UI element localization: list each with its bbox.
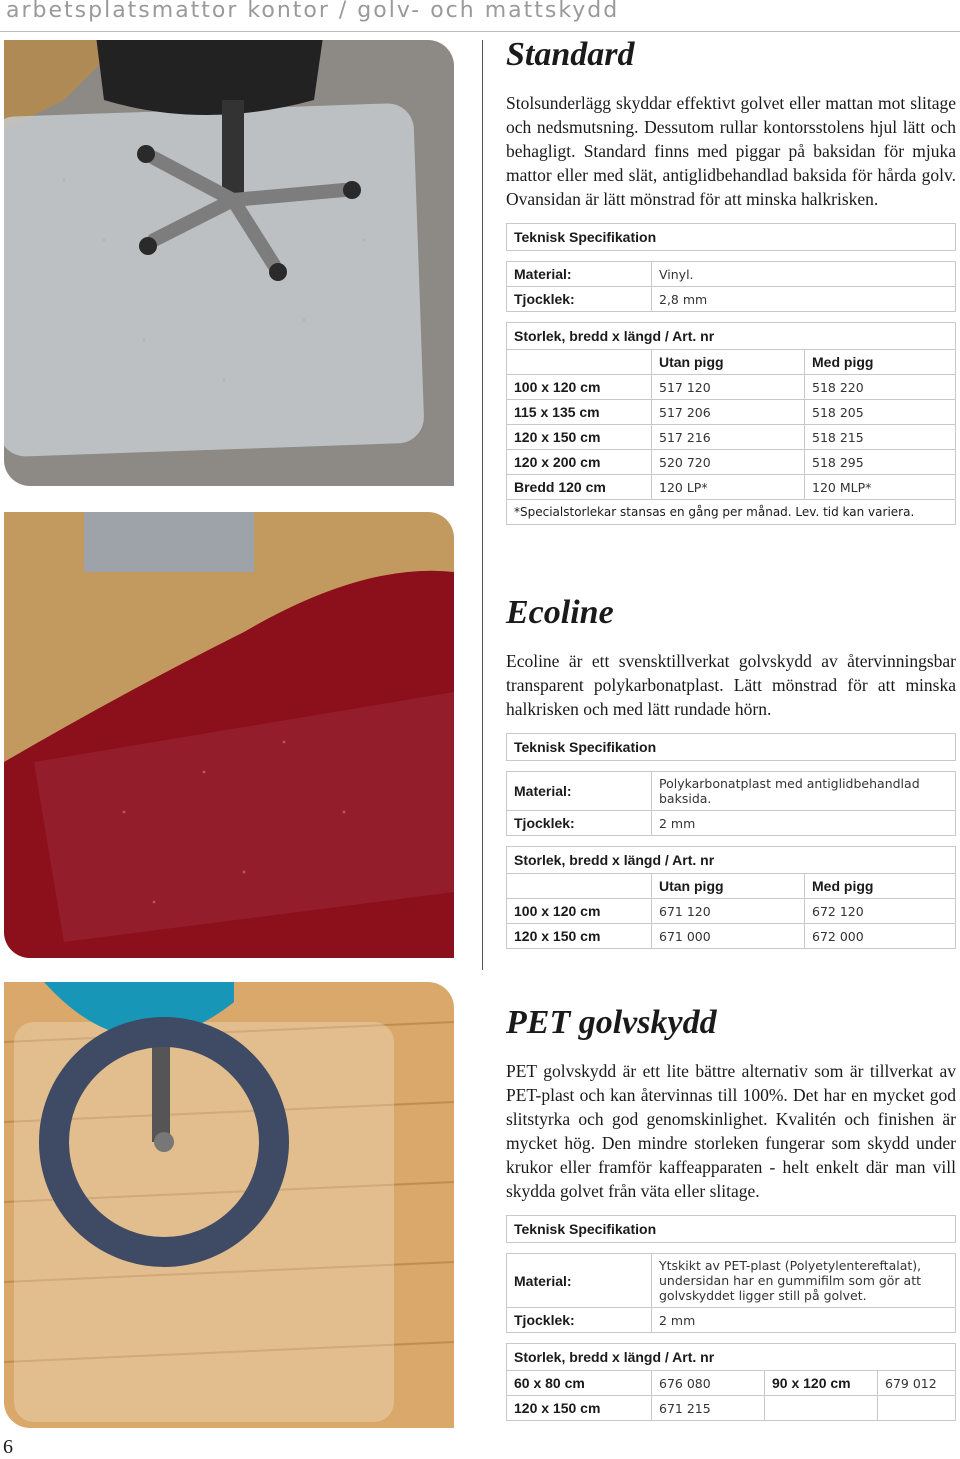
section-standard xyxy=(506,36,956,525)
table-row: 120 x 150 cm 671 215 xyxy=(507,1396,956,1421)
material-value: Ytskikt av PET-plast (Polyetylentereftalat), undersidan har en gummifilm som gör att golvskyddet ligger still på golvet. xyxy=(652,1254,956,1308)
material-label: Material: xyxy=(507,772,652,811)
standard-title: Standard xyxy=(506,36,635,73)
thickness-label: Tjocklek: xyxy=(507,287,652,312)
size-heading: Storlek, bredd x längd / Art. nr xyxy=(507,1344,956,1371)
table-row: 120 x 150 cm 517 216 518 215 xyxy=(507,425,956,450)
pet-spec-table xyxy=(506,1215,956,1421)
col-with-spikes: Med pigg xyxy=(805,350,956,375)
spec-heading: Teknisk Specifikation xyxy=(507,734,956,761)
table-row: 100 x 120 cm 671 120 672 120 xyxy=(507,899,956,924)
col-without-spikes: Utan pigg xyxy=(652,874,805,899)
spec-heading: Teknisk Specifikation xyxy=(507,224,956,251)
standard-mat-photo xyxy=(4,40,454,486)
pet-mat-photo xyxy=(4,982,454,1428)
header-rule xyxy=(0,31,960,32)
ecoline-spec-table xyxy=(506,733,956,949)
section-ecoline xyxy=(506,594,956,949)
spec-heading: Teknisk Specifikation xyxy=(507,1216,956,1243)
table-row: Bredd 120 cm 120 LP* 120 MLP* xyxy=(507,475,956,500)
standard-spec-table xyxy=(506,223,956,525)
material-label: Material: xyxy=(507,262,652,287)
table-row: 115 x 135 cm 517 206 518 205 xyxy=(507,400,956,425)
standard-description: Stolsunderlägg skyddar effektivt golvet eller mattan mot slitage och nedsmutsning. Dessutom rullar kontorsstolens hjul lätt och behagligt. Standard finns med piggar på baksidan för mjuka mattor eller med slät, antiglidbehandlad baksida för hårda golv. Ovansidan är lätt mönstrad för att minska halkrisken. xyxy=(506,93,956,210)
col-without-spikes: Utan pigg xyxy=(652,350,805,375)
thickness-value: 2 mm xyxy=(652,1308,956,1333)
material-value: Polykarbonatplast med antiglidbehandlad baksida. xyxy=(652,772,956,811)
table-row: 120 x 150 cm 671 000 672 000 xyxy=(507,924,956,949)
col-with-spikes: Med pigg xyxy=(805,874,956,899)
column-divider xyxy=(482,40,483,970)
table-row: 100 x 120 cm 517 120 518 220 xyxy=(507,375,956,400)
thickness-value: 2,8 mm xyxy=(652,287,956,312)
pet-description: PET golvskydd är ett lite bättre alternativ som är tillverkat av PET-plast och kan återvinnas till 100%. Det har en mycket god slitstyrka och god genomskinlighet. Kvalitén och finishen är mycket hög. Den mindre storleken fungerar som skydd under krukor eller framför kaffeapparaten - helt enkelt där man vill skydda golvet från väta eller slitage. xyxy=(506,1061,956,1202)
material-value: Vinyl. xyxy=(652,262,956,287)
ecoline-mat-photo xyxy=(4,512,454,958)
ecoline-description: Ecoline är ett svensktillverkat golvskydd av återvinningsbar transparent polykarbonatplast. Lätt mönstrad för att minska halkrisken och med lätt rundade hörn. xyxy=(506,651,956,720)
table-row: 120 x 200 cm 520 720 518 295 xyxy=(507,450,956,475)
section-pet xyxy=(506,1004,956,1421)
ecoline-title: Ecoline xyxy=(506,594,614,631)
special-size-note: *Specialstorlekar stansas en gång per månad. Lev. tid kan variera. xyxy=(507,500,956,525)
page-header: arbetsplatsmattor kontor / golv- och mattskydd xyxy=(6,0,620,23)
material-label: Material: xyxy=(507,1254,652,1308)
table-row: 60 x 80 cm 676 080 90 x 120 cm 679 012 xyxy=(507,1371,956,1396)
page-number: 6 xyxy=(3,1436,13,1458)
thickness-label: Tjocklek: xyxy=(507,811,652,836)
thickness-label: Tjocklek: xyxy=(507,1308,652,1333)
size-heading: Storlek, bredd x längd / Art. nr xyxy=(507,323,956,350)
thickness-value: 2 mm xyxy=(652,811,956,836)
pet-title: PET golvskydd xyxy=(506,1004,717,1041)
size-heading: Storlek, bredd x längd / Art. nr xyxy=(507,847,956,874)
